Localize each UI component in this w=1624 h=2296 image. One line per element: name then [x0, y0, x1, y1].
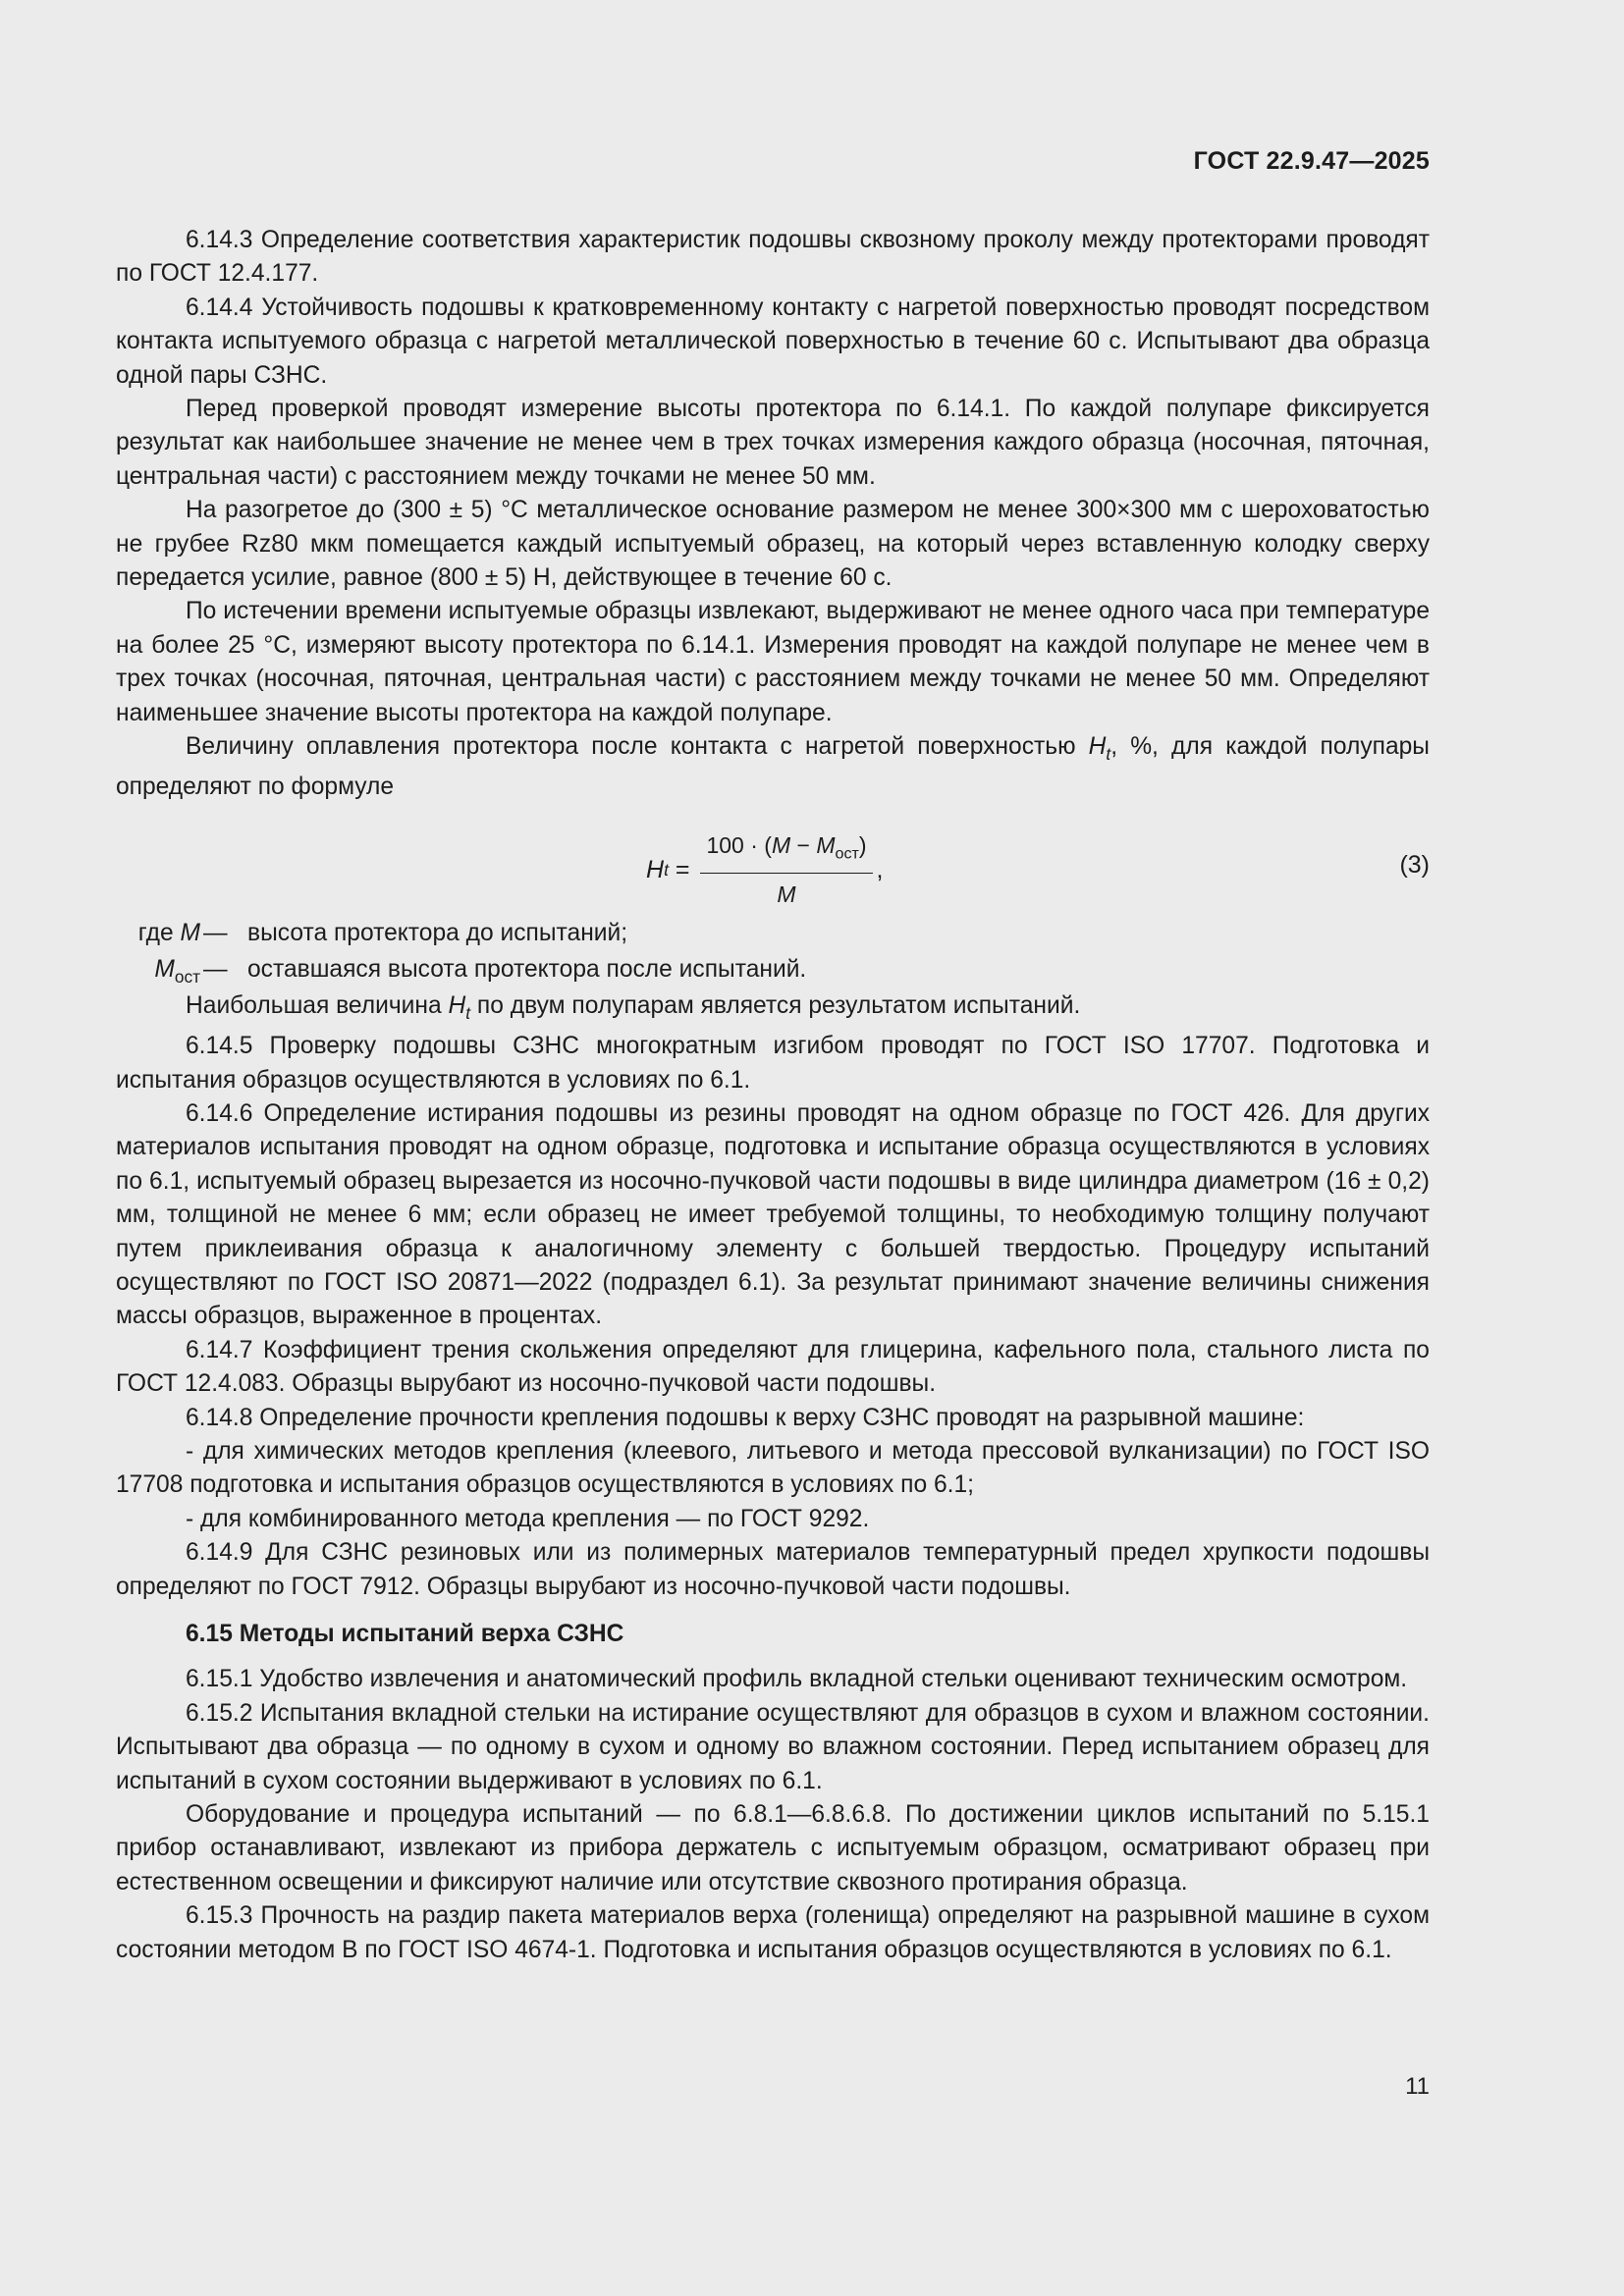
formula-expression: H t = $\frac{100 \cdot (M - M_{ост})}{M}$ , [646, 828, 884, 911]
paragraph-measurement: Перед проверкой проводят измерение высоты протектора по 6.14.1. По каждой полупаре фиксируется результат как наибольшее значение не менее чем в трех точках измерения каждого образца (носочная, пяточная, центральная части) с расстоянием между точками не менее 50 мм. [116, 396, 1430, 490]
paragraph-6-15-3: 6.15.3 Прочность на раздир пакета материалов верха (голенища) определяют на разрывной машине в сухом состоянии методом В по ГОСТ ISO 4674-1. Подготовка и испытания образцов осуществляются в условиях по 6.1. [116, 1902, 1430, 1963]
where-symbol: где M [137, 919, 200, 946]
where-item: где M — высота протектора до испытаний; [116, 917, 1430, 953]
paragraph-6-14-4: 6.14.4 Устойчивость подошвы к кратковременному контакту с нагретой поверхностью проводят посредством контакта испытуемого образца с нагретой металлической поверхностью в течение 60 с. Испытывают два образца одной пары СЗНС. [116, 294, 1430, 389]
page-number: 11 [1405, 2073, 1430, 2100]
list-item-chemical: - для химических методов крепления (клеевого, литьевого и метода прессовой вулканизации) по ГОСТ ISO 17708 подготовка и испытания образцов осуществляются в условиях по 6.1; [116, 1438, 1430, 1499]
where-definition: высота протектора до испытаний; [247, 919, 628, 946]
paragraph-6-14-8: 6.14.8 Определение прочности крепления подошвы к верху СЗНС проводят на разрывной машине: [186, 1404, 1305, 1431]
formula-numerator: $100 \cdot (M - M_{ост})$ [700, 828, 872, 874]
paragraph-equipment: Оборудование и процедура испытаний — по 6.8.1—6.8.6.8. По достижении циклов испытаний по 5.15.1 прибор останавливают, извлекают из прибора держатель с испытуемым образцом, осматривают образец при естественном освещении и фиксируют наличие или отсутствие сквозного протирания образца. [116, 1801, 1430, 1896]
formula-3 [116, 811, 1430, 917]
formula-denominator: M [777, 881, 796, 907]
document-standard-id: ГОСТ 22.9.47—2025 [1193, 147, 1430, 175]
where-symbol: $M_{ост}$ [154, 955, 200, 987]
where-item: $M_{ост}$ — оставшаяся высота протектора после испытаний. [116, 953, 1430, 989]
result-line: Наибольшая величина $H_t$ по двум полупарам является результатом испытаний. [186, 991, 1081, 1023]
list-item-combined: - для комбинированного метода крепления — по ГОСТ 9292. [186, 1505, 870, 1532]
page-body [116, 224, 1430, 1967]
paragraph-6-14-3: 6.14.3 Определение соответствия характеристик подошвы сквозному проколу между протекторами проводят по ГОСТ 12.4.177. [116, 227, 1430, 288]
where-definition: оставшаяся высота протектора после испытаний. [247, 955, 807, 983]
formula-intro: Величину оплавления протектора после контакта с нагретой поверхностью $H_t$, %, для каждой полупары определяют по формуле [116, 733, 1430, 801]
paragraph-6-15-1: 6.15.1 Удобство извлечения и анатомический профиль вкладной стельки оценивают техническим осмотром. [186, 1666, 1408, 1693]
paragraph-after-test: По истечении времени испытуемые образцы извлекают, выдерживают не менее одного часа при температуре на более 25 °С, измеряют высоту протектора по 6.14.1. Измерения проводят на каждой полупаре не менее чем в трех точках (носочная, пяточная, центральная части) с расстоянием между точками не менее 50 мм. Определяют наименьшее значение высоты протектора на каждой полупаре. [116, 598, 1430, 726]
formula-number: (3) [1399, 850, 1430, 879]
formula-fraction [700, 828, 872, 911]
paragraph-6-15-2: 6.15.2 Испытания вкладной стельки на истирание осуществляют для образцов в сухом и влажном состоянии. Испытывают два образца — по одному в сухом и одному во влажном состоянии. Перед испытанием образец для испытаний в сухом состоянии выдерживают в условиях по 6.1. [116, 1699, 1430, 1794]
section-heading-6-15: 6.15 Методы испытаний верха СЗНС [186, 1621, 624, 1648]
paragraph-6-14-9: 6.14.9 Для СЗНС резиновых или из полимерных материалов температурный предел хрупкости подошвы определяют по ГОСТ 7912. Образцы вырубают из носочно-пучковой части подошвы. [116, 1539, 1430, 1600]
paragraph-6-14-6: 6.14.6 Определение истирания подошвы из резины проводят на одном образце по ГОСТ 426. Для других материалов испытания проводят на одном образце, подготовка и испытание образца осуществляются в условиях по 6.1, испытуемый образец вырезается из носочно-пучковой части подошвы в виде цилиндра диаметром (16 ± 0,2) мм, толщиной не менее 6 мм; если образец не имеет требуемой толщины, то необходимую толщину получают путем приклеивания образца к аналогичному элементу с большей твердостью. Процедуру испытаний осуществляют по ГОСТ ISO 20871—2022 (подраздел 6.1). За результат принимают значение величины снижения массы образцов, выраженное в процентах. [116, 1099, 1430, 1330]
paragraph-6-14-7: 6.14.7 Коэффициент трения скольжения определяют для глицерина, кафельного пола, стального листа по ГОСТ 12.4.083. Образцы вырубают из носочно-пучковой части подошвы. [116, 1336, 1430, 1398]
paragraph-heating: На разогретое до (300 ± 5) °С металлическое основание размером не менее 300×300 мм с шероховатостью не грубее Rz80 мкм помещается каждый испытуемый образец, на который через вставленную колодку сверху передается усилие, равное (800 ± 5) Н, действующее в течение 60 с. [116, 497, 1430, 592]
paragraph-6-14-5: 6.14.5 Проверку подошвы СЗНС многократным изгибом проводят по ГОСТ ISO 17707. Подготовка и испытания образцов осуществляются в условиях по 6.1. [116, 1033, 1430, 1094]
